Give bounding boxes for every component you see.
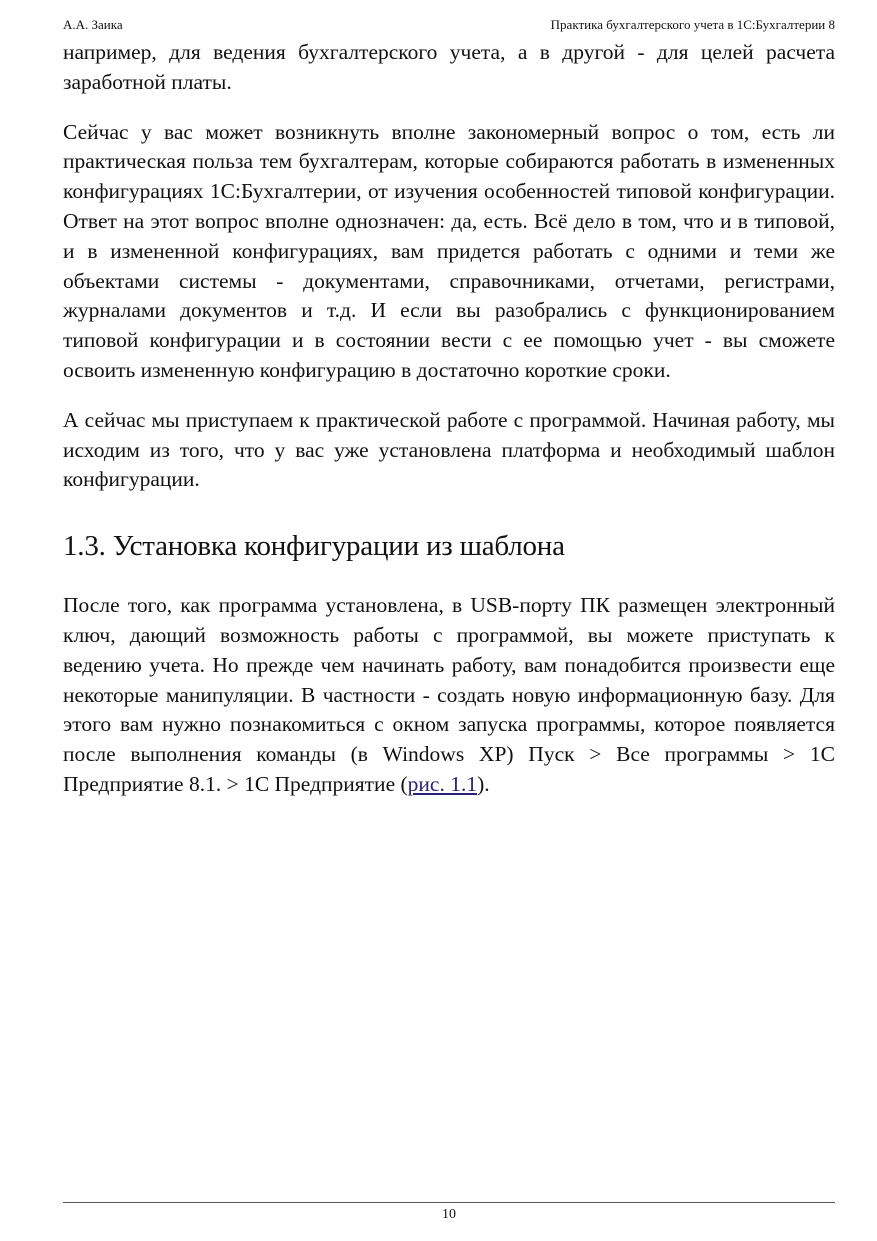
paragraph-installation-text: После того, как программа установлена, в USB-порту ПК размещен электронный ключ, дающий возможность работы с программой, вы можете приступать к ведению учета. Но прежде чем начинать работу, вам понадобится произвести еще некоторые манипуляции. В частности - создать новую информационную базу. Для этого вам нужно познакомиться с окном запуска программы, которое появляется после выполнения команды (в Windows XP) Пуск > Все программы > 1С Предприятие 8.1. > 1С Предприятие ( bbox=[63, 593, 835, 796]
running-header bbox=[63, 16, 835, 34]
page-number: 10 bbox=[442, 1207, 456, 1222]
body-text bbox=[63, 38, 835, 800]
figure-reference-link[interactable]: рис. 1.1 bbox=[407, 771, 478, 796]
paragraph-start-practice: А сейчас мы приступаем к практической работе с программой. Начиная работу, мы исходим из того, что у вас уже установлена платформа и необходимый шаблон конфигурации. bbox=[63, 407, 835, 492]
header-author: А.А. Заика bbox=[63, 17, 123, 32]
paragraph-installation bbox=[63, 591, 835, 800]
footer-divider bbox=[63, 1202, 835, 1203]
paragraph-continuation: например, для ведения бухгалтерского учета, а в другой - для целей расчета заработной платы. bbox=[63, 40, 835, 94]
paragraph-installation-end: ). bbox=[477, 771, 490, 796]
document-page bbox=[63, 0, 835, 1241]
paragraph-typical-config-question: Сейчас у вас может возникнуть вполне закономерный вопрос о том, есть ли практическая польза тем бухгалтерам, которые собираются работать в измененных конфигурациях 1С:Бухгалтерии, от изучения особенностей типовой конфигурации. Ответ на этот вопрос вполне однозначен: да, есть. Всё дело в том, что и в типовой, и в измененной конфигурациях, вам придется работать с одними и теми же объектами системы - документами, справочниками, отчетами, регистрами, журналами документов и т.д. И если вы разобрались с функционированием типовой конфигурации и в состоянии вести с ее помощью учет - вы сможете освоить измененную конфигурацию в достаточно короткие сроки. bbox=[63, 119, 835, 382]
header-book-title: Практика бухгалтерского учета в 1С:Бухгалтерии 8 bbox=[550, 17, 835, 32]
section-heading: 1.3. Установка конфигурации из шаблона bbox=[63, 530, 565, 563]
